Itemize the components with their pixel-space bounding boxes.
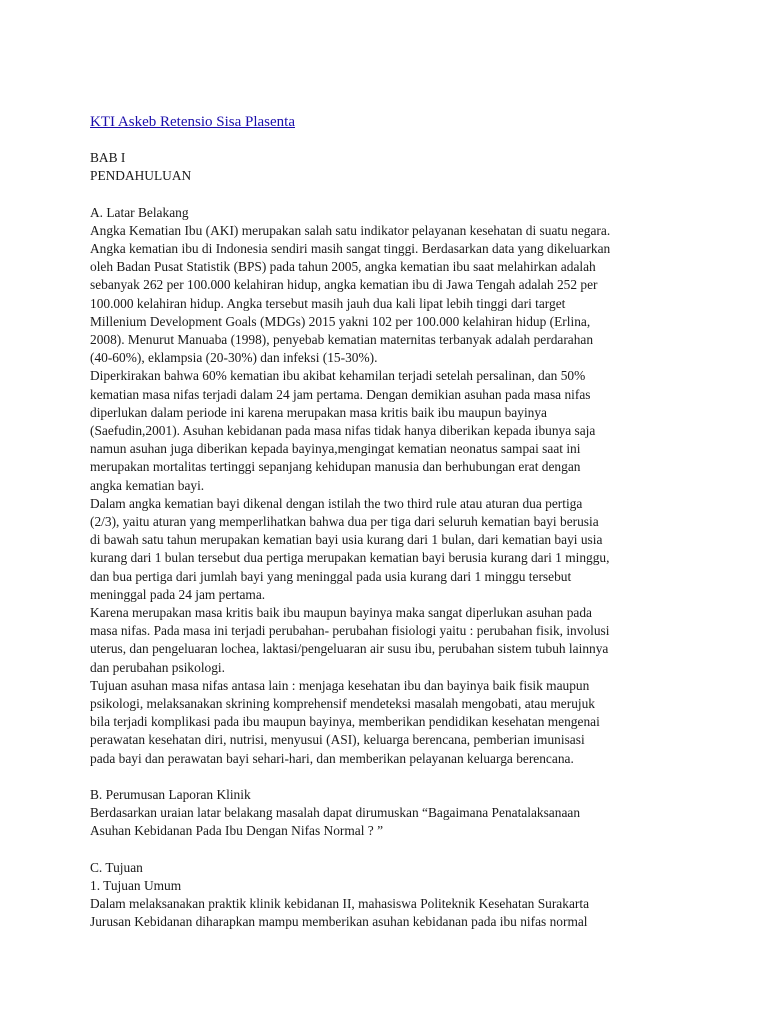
text-line: (40-60%), eklampsia (20-30%) dan infeksi (15-30%). — [90, 350, 378, 366]
text-line: sebanyak 262 per 100.000 kelahiran hidup, angka kematian ibu di Jawa Tengah adalah 252 per — [90, 277, 598, 293]
document-content — [90, 149, 690, 932]
text-line: Millenium Development Goals (MDGs) 2015 yakni 102 per 100.000 kelahiran hidup (Erlina, — [90, 313, 591, 329]
text-line: masa nifas. Pada masa ini terjadi perubahan- perubahan fisiologi yaitu : perubahan fisik, involusi — [90, 623, 610, 639]
text-line: (Saefudin,2001). Asuhan kebidanan pada masa nifas tidak hanya diberikan kepada ibunya saja — [90, 423, 596, 439]
text-line: kematian masa nifas terjadi dalam 24 jam pertama. Dengan demikian asuhan pada masa nifas — [90, 386, 591, 402]
text-line: 1. Tujuan Umum — [90, 878, 182, 894]
text-line: 2008). Menurut Manuaba (1998), penyebab kematian maternitas terbanyak adalah perdarahan — [90, 332, 594, 348]
text-line: A. Latar Belakang — [90, 204, 189, 220]
text-line: namun asuhan juga diberikan kepada bayinya,mengingat kematian neonatus sampai saat ini — [90, 441, 581, 457]
text-line: perawatan kesehatan diri, nutrisi, menyusui (ASI), keluarga berencana, pemberian imunisasi — [90, 732, 585, 748]
text-line: pada bayi dan perawatan bayi sehari-hari, dan memberikan pelayanan keluarga berencana. — [90, 750, 574, 766]
text-line: oleh Badan Pusat Statistik (BPS) pada tahun 2005, angka kematian ibu saat melahirkan adalah — [90, 259, 596, 275]
text-line: B. Perumusan Laporan Klinik — [90, 787, 251, 803]
text-line: Karena merupakan masa kritis baik ibu maupun bayinya maka sangat diperlukan asuhan pada — [90, 605, 592, 621]
paragraph-gap — [90, 841, 690, 859]
text-line: Dalam angka kematian bayi dikenal dengan istilah the two third rule atau aturan dua pertiga — [90, 495, 583, 511]
text-line: C. Tujuan — [90, 859, 143, 875]
text-line: uterus, dan pengeluaran lochea, laktasi/pengeluaran air susu ibu, perubahan sistem tubuh lainnya — [90, 641, 609, 657]
text-line: kurang dari 1 bulan tersebut dua pertiga merupakan kematian bayi berusia kurang dari 1 minggu, — [90, 550, 610, 566]
text-line: PENDAHULUAN — [90, 168, 192, 184]
text-line: meninggal pada 24 jam pertama. — [90, 586, 266, 602]
document-body — [90, 112, 690, 932]
text-line: Diperkirakan bahwa 60% kematian ibu akibat kehamilan terjadi setelah persalinan, dan 50% — [90, 368, 586, 384]
text-line: angka kematian bayi. — [90, 477, 205, 493]
text-line: 100.000 kelahiran hidup. Angka tersebut masih jauh dua kali lipat lebih tinggi dari target — [90, 295, 566, 311]
text-line: merupakan mortalitas tertinggi sepanjang kehidupan manusia dan berhubungan erat dengan — [90, 459, 581, 475]
text-line: bila terjadi komplikasi pada ibu maupun bayinya, memberikan pendidikan kesehatan mengenai — [90, 714, 600, 730]
text-line: psikologi, melaksanakan skrining komprehensif mendeteksi masalah mengobati, atau merujuk — [90, 696, 595, 712]
text-line: Angka Kematian Ibu (AKI) merupakan salah satu indikator pelayanan kesehatan di suatu negara. — [90, 222, 611, 238]
document-title-link[interactable]: KTI Askeb Retensio Sisa Plasenta — [90, 114, 295, 130]
paragraph-gap — [90, 768, 690, 786]
paragraph-gap — [90, 185, 690, 203]
text-line: Berdasarkan uraian latar belakang masalah dapat dirumuskan “Bagaimana Penatalaksanaan — [90, 805, 581, 821]
text-line: diperlukan dalam periode ini karena merupakan masa kritis baik ibu maupun bayinya — [90, 404, 547, 420]
text-line: Jurusan Kebidanan diharapkan mampu memberikan asuhan kebidanan pada ibu nifas normal — [90, 914, 588, 930]
text-line: BAB I — [90, 150, 126, 165]
text-line: Dalam melaksanakan praktik klinik kebidanan II, mahasiswa Politeknik Kesehatan Surakarta — [90, 896, 590, 912]
text-line: dan perubahan psikologi. — [90, 659, 225, 675]
text-line: dan bua pertiga dari jumlah bayi yang meninggal pada usia kurang dari 1 minggu tersebut — [90, 568, 572, 584]
text-line: di bawah satu tahun merupakan kematian bayi usia kurang dari 1 bulan, dari kematian bayi usia — [90, 532, 603, 548]
text-line: Tujuan asuhan masa nifas antasa lain : menjaga kesehatan ibu dan bayinya baik fisik maupun — [90, 677, 590, 693]
text-line: (2/3), yaitu aturan yang memperlihatkan bahwa dua per tiga dari seluruh kematian bayi berusia — [90, 514, 599, 530]
text-line: Angka kematian ibu di Indonesia sendiri masih sangat tinggi. Berdasarkan data yang dikeluarkan — [90, 241, 611, 256]
text-line: Asuhan Kebidanan Pada Ibu Dengan Nifas Normal ? ” — [90, 823, 384, 839]
